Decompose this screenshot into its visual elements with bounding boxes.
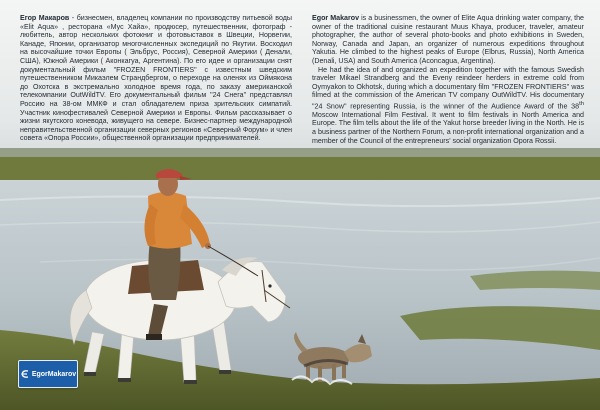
english-paragraph-2-end: Moscow International Film Festival. It went to film festivals in North America and Europe. The film tells about the life of the Yakut horse breeder living in the North. He is a business partner of the Northern Forum, a non-profit international organization and a member of the Council of the entrepreneurs' social organization Opora Rossii.: [312, 110, 584, 145]
stylized-e-icon: [20, 369, 30, 379]
egor-makarov-logo: [18, 360, 78, 388]
logo-text: EgorMakarov: [31, 370, 77, 378]
russian-paragraph: [20, 14, 292, 143]
ordinal-suffix: th: [579, 100, 584, 107]
english-text-column: [312, 14, 584, 145]
english-paragraph-2-body: He had the idea of and organized an expedition together with the famous Swedish traveler Mikael Strandberg and the Eveny reindeer herders in extreme cold from Oymyakon to Okhotsk, during which a documentary film "FROZEN FRONTIERS" was filmed at the commission of the American TV company OutWildTV. His documentary "24 Snow" representing Russia, is the winner of the Audience Award of the 38: [312, 65, 584, 111]
russian-text-column: [20, 14, 292, 143]
distant-treeline: [0, 148, 600, 158]
russian-paragraph-body: - бизнесмен, владелец компании по производству питьевой воды «Elit Aqua» , ресторана «Мус Хайа», продюсер, путешественник, фотограф - любитель, автор нескольких фотокниг и фотовыставок в Швеции, Норвегии, Канаде, Японии, организатор многочисленных экспедиций по Якутии. Восходил на высочайшие точки Европы ( Эльбрус, Россия), Северной Америки ( Денали, США), Южной Америки ( Аконкагуа, Аргентина). По его идее и организации снят документальный фильм "FROZEN FRONTIERS" с известным шведским путешественником Микаэлем Страндбергом, о переходе на оленях из Оймякона до Охотска в экстремально холодное время года, по заказу американской телекомпании OutWildTV. Его документальный фильм "24 Снега" представлял Россию на 38-ом ММКФ и стал обладателем приза зрительских симпатий. Участник кинофестивалей Северной Америки и Европы. Фильм рассказывает о жизни якутского коневода, живущего на севере. Бизнес-партнер международной неправительственной организации северных регионов «Северный Форум» и член совета «Опора России», общественной организации предпринимателей.: [20, 14, 292, 143]
far-meadow: [0, 157, 600, 181]
russian-author-name: Егор Макаров: [20, 14, 70, 22]
english-paragraph-1: [312, 14, 584, 66]
english-author-name: Egor Makarov: [312, 14, 360, 22]
english-paragraph-1-body: is a businessmen, the owner of Elite Aqua drinking water company, the owner of the traditional cuisine restaurant Muus Khaya, producer, traveler, amateur photographer, the author of several photo-books and photo exhibitions in Sweden, Norway, Canada and Japan, an organizer of numerous expeditions throughout Yakutia. He climbed to the highest peaks of Europe (Elbrus, Russia), North America (Denali, USA) and South America (Aconcagua, Argentina).: [312, 14, 584, 65]
english-paragraph-2: [312, 66, 584, 146]
